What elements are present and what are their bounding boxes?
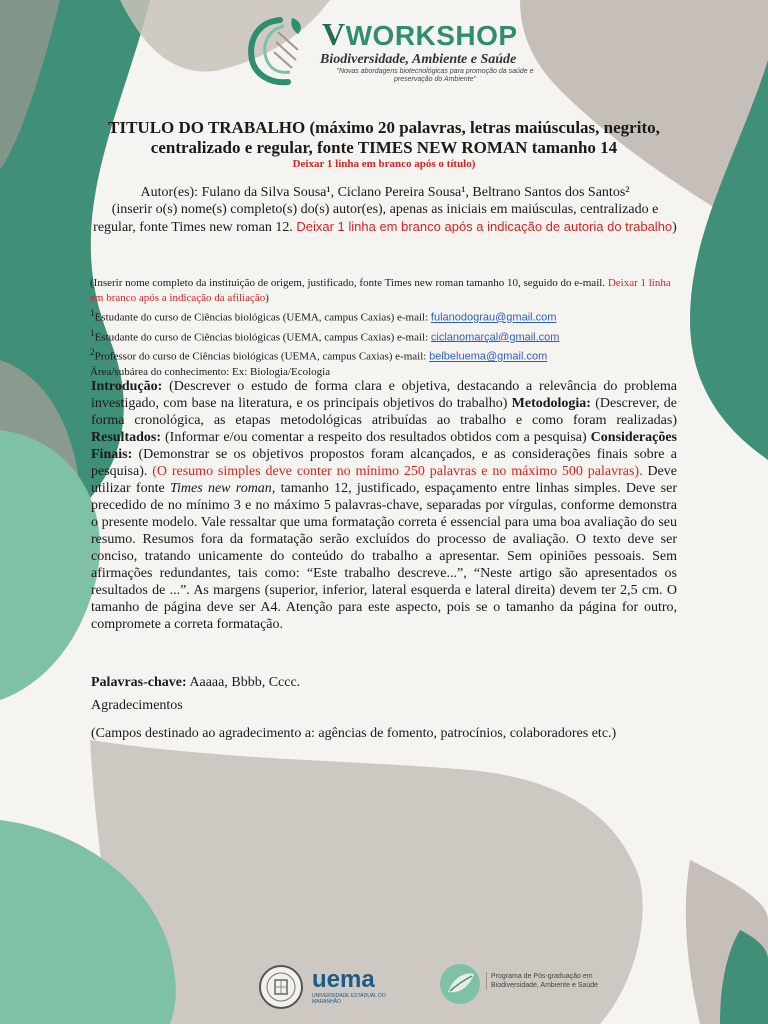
uema-subtitle: UNIVERSIDADE ESTADUAL DO MARANHÃO [312,993,386,1005]
paper-title: TITULO DO TRABALHO (máximo 20 palavras, letras maiúsculas, negrito, centralizado e regular, fonte TIMES NEW ROMAN tamanho 14 [108,118,660,157]
keywords-label: Palavras-chave: [91,675,187,690]
dna-leaf-icon [240,10,320,90]
affiliation-entry: $^2$Professor do curso de Ciências biológicas (UEMA, campus Caxias) e-mail: belbeluema@gmail.com [90,347,548,363]
uema-wordmark: uema [312,966,375,993]
authors-red-note: Deixar 1 linha em branco após a indicação de autoria do trabalho [296,219,673,234]
title-note: Deixar 1 linha em branco após o título) [292,158,476,170]
method-label: Metodologia: [511,396,591,411]
knowledge-area: Área/subárea do conhecimento: Ex: Biologia/Ecologia [90,365,331,378]
keywords: Palavras-chave: Aaaaa, Bbbb, Cccc. [91,675,301,690]
email-link[interactable]: fulanodograu@gmail.com [430,311,557,324]
results-label: Resultados: [91,430,162,445]
authors-instructions: (inserir o(s) nome(s) completo(s) do(s) autor(es), apenas as iniciais em maiúsculas, centralizado e regular, fonte Times new roman 12. Deixar 1 linha em branco após a indicação de autoria do trabalho) [93,202,677,235]
workshop-subtitle: Biodiversidade, Ambiente e Saúde [320,52,517,67]
workshop-logo [240,10,534,90]
final-label: Considerações Finais: [91,430,677,462]
acknowledgements-description: (Campos destinado ao agradecimento a: agências de fomento, patrocínios, colaboradores etc.) [91,726,617,741]
abstract-red-note: (O resumo simples deve conter no mínimo 250 palavras e no máximo 500 palavras). [152,464,643,479]
workshop-tagline: "Novas abordagens biotecnológicas para promoção da saúde e preservação do Ambiente" [336,68,534,83]
affiliation-intro: (Inserir nome completo da instituição de origem, justificado, fonte Times new roman tamanho 10, seguido do e-mail. Deixar 1 linha em branco após a indicação da afiliação) [90,277,671,304]
intro-label: Introdução: [91,379,163,394]
affiliation-block [90,276,684,380]
email-link[interactable]: ciclanomarçal@gmail.com [430,331,560,344]
ppg-program-name: Programa de Pós-graduação em Biodiversidade, Ambiente e Saúde [486,972,611,990]
ppg-leaf-icon [438,962,482,1006]
authors-line: Autor(es): Fulano da Silva Sousa¹, Ciclano Pereira Sousa¹, Beltrano Santos dos Santos² [140,185,630,200]
authors-block [90,184,680,236]
affiliation-red-note: Deixar 1 linha em branco após a indicação da afiliação [90,277,671,304]
uema-seal-icon [258,964,304,1010]
acknowledgements-heading: Agradecimentos [91,698,183,713]
abstract-body: Introdução: (Descrever o estudo de forma clara e objetiva, destacando a relevância do problema investigado, com base na literatura, e os principais objetivos do trabalho) Metodologia: (Descrever, de forma cronológica, as etapas metodológicas atribuídas ao trabalho e como foram realizadas) Resultados: (Informar e/ou comentar a respeito dos resultados obtidos com a pesquisa) Considerações Finais: (Demonstrar se os objetivos propostos foram alcançados, e as considerações finais sobre a pesquisa). (O resumo simples deve conter no mínimo 250 palavras e no máximo 500 palavras). Deve utilizar fonte Times new roman, tamanho 12, justificado, espaçamento entre linhas simples. Deve ser precedido de no mínimo 3 e no máximo 5 palavras-chave, separadas por vírgulas, conforme demonstra o presente modelo. Vale ressaltar que uma formatação correta é essencial para uma boa avaliação do seu resumo. Resumos fora da formatação serão excluídos do processo de avaliação. O texto deve ser conciso, tratando unicamente do conteúdo do trabalho a apresentar. Sem opiniões pessoais. Sem afirmações redundantes, tais como: “Este trabalho descreve...”, “Neste artigo são apresentados os resultados de ...”. As margens (superior, inferior, lateral esquerda e lateral direita) devem ter 2,5 cm. O tamanho de página deve ser A4. Atenção para este aspecto, pois se o tamanho da página for outro, compromete a correta formatação. [91,379,678,632]
affiliation-entry: $^1$Estudante do curso de Ciências biológicas (UEMA, campus Caxias) e-mail: ciclanomarçal@gmail.com [90,327,560,344]
workshop-wordmark: VWORKSHOP [322,16,518,52]
affiliation-entry: $^1$Estudante do curso de Ciências biológicas (UEMA, campus Caxias) e-mail: fulanodograu@gmail.com [90,308,557,324]
email-link[interactable]: belbeluema@gmail.com [429,350,548,363]
